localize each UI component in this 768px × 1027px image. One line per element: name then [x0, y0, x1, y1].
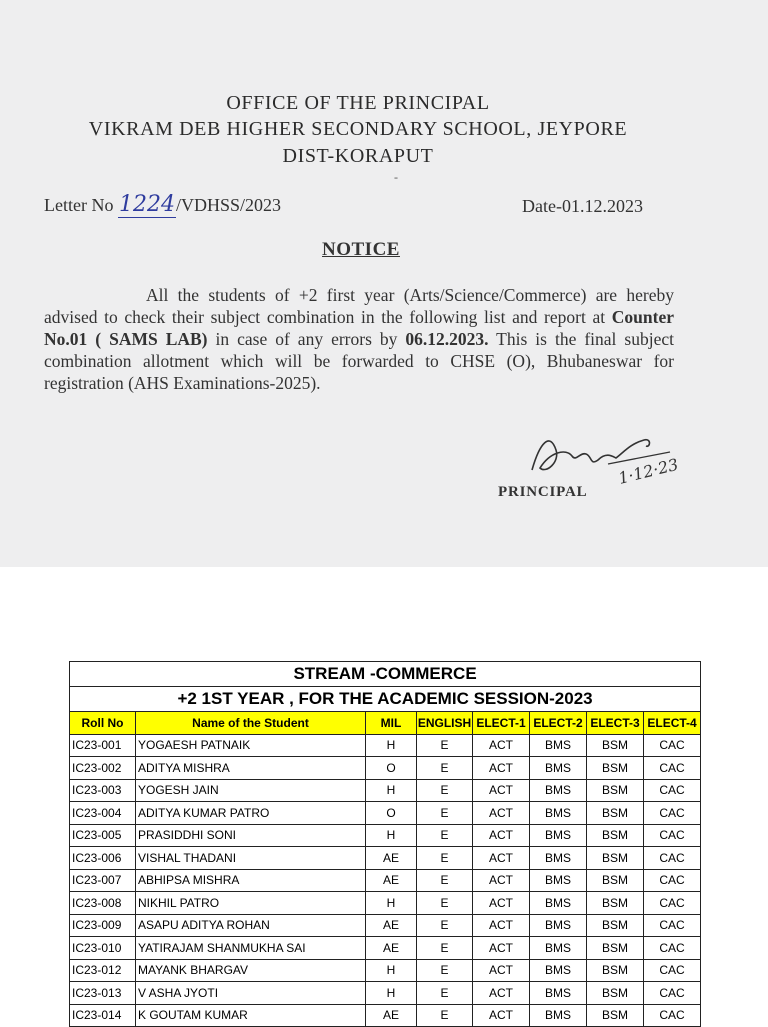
table-cell: CAC: [644, 892, 701, 915]
table-cell: E: [417, 982, 473, 1005]
table-cell: IC23-001: [70, 734, 136, 757]
table-cell: E: [417, 892, 473, 915]
table-cell: NIKHIL PATRO: [136, 892, 366, 915]
table-cell: IC23-003: [70, 779, 136, 802]
district-line: DIST-KORAPUT: [282, 145, 434, 167]
table-cell: ACT: [473, 1004, 530, 1027]
table-cell: E: [417, 802, 473, 825]
office-heading: OFFICE OF THE PRINCIPAL: [226, 92, 490, 114]
table-cell: BMS: [530, 869, 587, 892]
table-row: [70, 959, 701, 982]
letter-prefix: Letter No: [44, 195, 114, 215]
table-cell: E: [417, 959, 473, 982]
table-cell: IC23-002: [70, 757, 136, 780]
table-cell: CAC: [644, 959, 701, 982]
table-row: [70, 802, 701, 825]
table-cell: ACT: [473, 802, 530, 825]
table-cell: BSM: [587, 802, 644, 825]
table-cell: BMS: [530, 892, 587, 915]
table-cell: BSM: [587, 779, 644, 802]
table-cell: ACT: [473, 892, 530, 915]
table-cell: H: [366, 892, 417, 915]
table-cell: AE: [366, 869, 417, 892]
table-cell: ASAPU ADITYA ROHAN: [136, 914, 366, 937]
table-cell: CAC: [644, 847, 701, 870]
table-cell: BMS: [530, 914, 587, 937]
notice-text-1: All the students of +2 first year (Arts/Science/Commerce) are hereby advised to check their subject combination in the following list and report at: [44, 285, 674, 327]
table-cell: PRASIDDHI SONI: [136, 824, 366, 847]
table-row: [70, 892, 701, 915]
table-cell: BMS: [530, 959, 587, 982]
column-header: ENGLISH: [417, 712, 473, 735]
table-cell: CAC: [644, 824, 701, 847]
table-row: [70, 847, 701, 870]
table-cell: H: [366, 824, 417, 847]
column-header: Name of the Student: [136, 712, 366, 735]
table-row: [70, 734, 701, 757]
principal-label: PRINCIPAL: [498, 484, 588, 500]
table-cell: IC23-010: [70, 937, 136, 960]
table-cell: E: [417, 914, 473, 937]
table-cell: H: [366, 779, 417, 802]
table-cell: ACT: [473, 982, 530, 1005]
notice-counter: Counter No.01 ( SAMS LAB): [44, 307, 674, 349]
table-cell: CAC: [644, 914, 701, 937]
table-cell: YOGESH JAIN: [136, 779, 366, 802]
table-cell: BMS: [530, 982, 587, 1005]
table-cell: BSM: [587, 914, 644, 937]
table-cell: AE: [366, 914, 417, 937]
letter-number-handwritten: 1224: [118, 192, 175, 217]
table-cell: IC23-014: [70, 1004, 136, 1027]
table-cell: ACT: [473, 914, 530, 937]
table-cell: IC23-005: [70, 824, 136, 847]
table-cell: ACT: [473, 959, 530, 982]
table-cell: BSM: [587, 982, 644, 1005]
table-cell: H: [366, 982, 417, 1005]
letter-suffix: /VDHSS/2023: [175, 195, 281, 215]
table-cell: ACT: [473, 757, 530, 780]
column-header: Roll No: [70, 712, 136, 735]
table-cell: MAYANK BHARGAV: [136, 959, 366, 982]
table-cell: BMS: [530, 779, 587, 802]
table-cell: ABHIPSA MISHRA: [136, 869, 366, 892]
table-cell: IC23-009: [70, 914, 136, 937]
table-title-stream: STREAM -COMMERCE: [70, 662, 701, 687]
table-cell: V ASHA JYOTI: [136, 982, 366, 1005]
table-cell: AE: [366, 847, 417, 870]
table-cell: ACT: [473, 824, 530, 847]
table-cell: BMS: [530, 937, 587, 960]
signature-date: 1·12·23: [616, 454, 681, 488]
student-table-wrapper: [69, 661, 700, 1027]
table-cell: BMS: [530, 802, 587, 825]
table-cell: ACT: [473, 734, 530, 757]
table-cell: YOGAESH PATNAIK: [136, 734, 366, 757]
column-header: ELECT-2: [530, 712, 587, 735]
table-cell: BSM: [587, 757, 644, 780]
table-cell: CAC: [644, 802, 701, 825]
table-cell: H: [366, 959, 417, 982]
table-cell: IC23-008: [70, 892, 136, 915]
table-cell: K GOUTAM KUMAR: [136, 1004, 366, 1027]
notice-title: NOTICE: [322, 239, 400, 260]
table-cell: IC23-006: [70, 847, 136, 870]
table-cell: BSM: [587, 734, 644, 757]
letter-number-line: [44, 192, 281, 217]
table-row: [70, 982, 701, 1005]
table-header-row: [70, 712, 701, 735]
table-cell: BSM: [587, 824, 644, 847]
table-cell: YATIRAJAM SHANMUKHA SAI: [136, 937, 366, 960]
table-cell: E: [417, 757, 473, 780]
school-name: VIKRAM DEB HIGHER SECONDARY SCHOOL, JEYPORE: [88, 118, 628, 140]
column-header: ELECT-4: [644, 712, 701, 735]
table-cell: VISHAL THADANI: [136, 847, 366, 870]
table-cell: BSM: [587, 959, 644, 982]
table-cell: E: [417, 869, 473, 892]
table-cell: AE: [366, 1004, 417, 1027]
table-cell: CAC: [644, 734, 701, 757]
table-cell: IC23-012: [70, 959, 136, 982]
notice-text-3: This is the final subject combination allotment which will be forwarded to CHSE (O), Bhubaneswar for registration (AHS Examinations-2025).: [44, 329, 674, 393]
table-cell: E: [417, 779, 473, 802]
table-cell: CAC: [644, 757, 701, 780]
table-cell: E: [417, 847, 473, 870]
table-cell: O: [366, 802, 417, 825]
table-cell: H: [366, 734, 417, 757]
table-cell: CAC: [644, 982, 701, 1005]
column-header: ELECT-1: [473, 712, 530, 735]
table-row: [70, 937, 701, 960]
table-cell: ADITYA KUMAR PATRO: [136, 802, 366, 825]
column-header: ELECT-3: [587, 712, 644, 735]
table-cell: BMS: [530, 824, 587, 847]
table-row: [70, 914, 701, 937]
table-cell: E: [417, 734, 473, 757]
table-cell: ACT: [473, 779, 530, 802]
table-row: [70, 824, 701, 847]
table-cell: ACT: [473, 869, 530, 892]
table-cell: CAC: [644, 937, 701, 960]
table-cell: IC23-013: [70, 982, 136, 1005]
notice-deadline: 06.12.2023.: [405, 329, 489, 349]
table-cell: BSM: [587, 869, 644, 892]
letter-date: Date-01.12.2023: [522, 196, 643, 216]
table-cell: E: [417, 937, 473, 960]
table-cell: CAC: [644, 779, 701, 802]
table-row: [70, 869, 701, 892]
table-row: [70, 1004, 701, 1027]
table-cell: ACT: [473, 847, 530, 870]
table-row: [70, 757, 701, 780]
notice-text-2: in case of any errors by: [207, 329, 406, 349]
table-cell: BMS: [530, 734, 587, 757]
table-cell: BMS: [530, 1004, 587, 1027]
table-row: [70, 779, 701, 802]
table-cell: ACT: [473, 937, 530, 960]
subject-combination-table: [69, 661, 701, 1027]
table-cell: BMS: [530, 757, 587, 780]
table-cell: IC23-007: [70, 869, 136, 892]
column-header: MIL: [366, 712, 417, 735]
table-cell: IC23-004: [70, 802, 136, 825]
table-cell: BSM: [587, 892, 644, 915]
table-cell: E: [417, 1004, 473, 1027]
table-cell: E: [417, 824, 473, 847]
table-cell: BSM: [587, 937, 644, 960]
table-title-session: +2 1ST YEAR , FOR THE ACADEMIC SESSION-2023: [70, 687, 701, 712]
table-cell: BMS: [530, 847, 587, 870]
table-cell: CAC: [644, 1004, 701, 1027]
table-cell: BSM: [587, 1004, 644, 1027]
table-cell: O: [366, 757, 417, 780]
table-cell: CAC: [644, 869, 701, 892]
table-cell: ADITYA MISHRA: [136, 757, 366, 780]
principal-signature: [520, 422, 710, 492]
table-cell: BSM: [587, 847, 644, 870]
table-cell: AE: [366, 937, 417, 960]
notice-body: [44, 284, 674, 394]
stray-mark: -: [394, 170, 398, 184]
